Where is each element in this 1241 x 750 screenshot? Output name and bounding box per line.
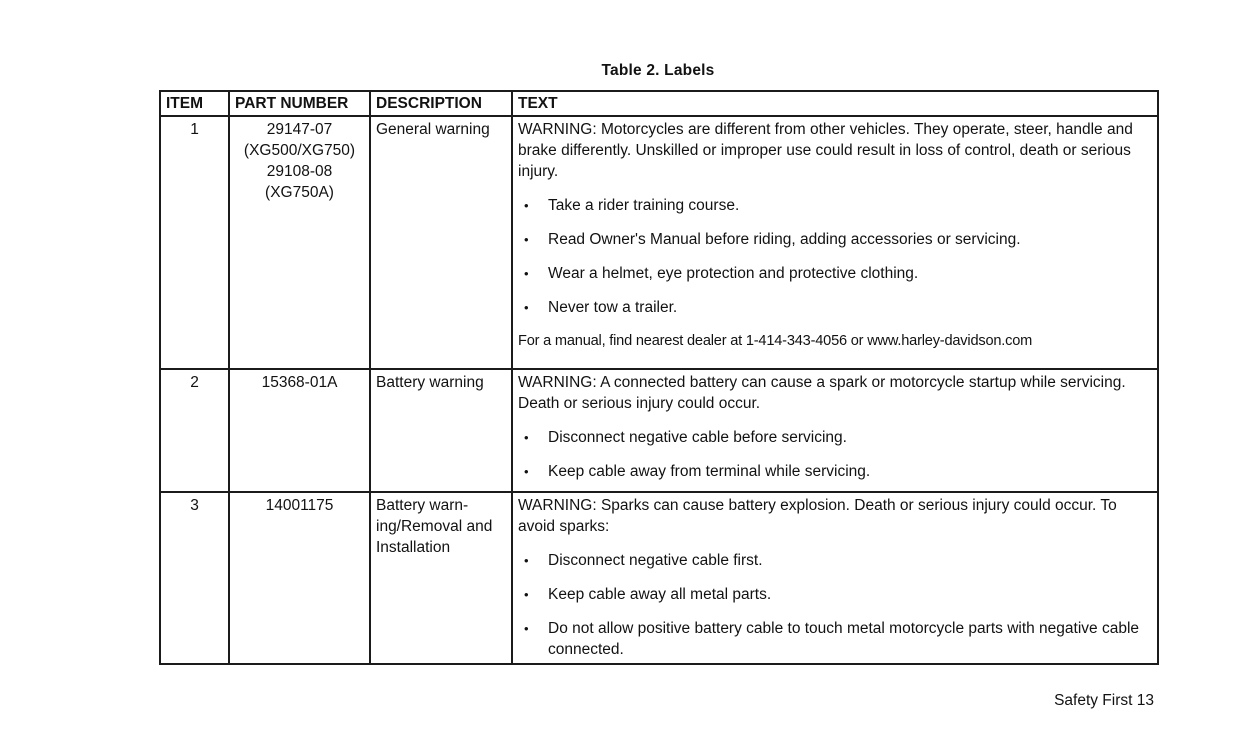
part-number-line: 29147-07 <box>266 121 333 138</box>
labels-table <box>159 90 1159 665</box>
bullet-item <box>518 427 1152 448</box>
bullet-icon: • <box>524 553 529 568</box>
bullet-icon: • <box>524 621 529 636</box>
description-cell <box>370 492 512 664</box>
bullet-text: Do not allow positive battery cable to touch metal motorcycle parts with negative cable connected. <box>548 620 1140 658</box>
text-cell <box>512 116 1158 369</box>
col-header-text: TEXT <box>512 91 1158 116</box>
bullet-text: Read Owner's Manual before riding, adding accessories or servicing. <box>548 231 1021 248</box>
bullet-icon: • <box>524 266 529 281</box>
description-cell: Battery warning <box>370 369 512 492</box>
warning-text: WARNING: Motorcycles are different from other vehicles. They operate, steer, handle and brake differently. Unskilled or improper use could result in loss of control, death or serious injury. <box>518 121 1133 180</box>
description-cell: General warning <box>370 116 512 369</box>
text-cell <box>512 369 1158 492</box>
table-row <box>160 369 1158 492</box>
bullet-text: Disconnect negative cable before servicing. <box>548 429 847 446</box>
bullet-text: Take a rider training course. <box>548 197 740 214</box>
manual-note: For a manual, find nearest dealer at 1-414-343-4056 or www.harley-davidson.com <box>518 333 1033 349</box>
item-cell: 1 <box>160 116 229 369</box>
bullet-icon: • <box>524 587 529 602</box>
part-number-line: 29108-08 <box>266 163 333 180</box>
warning-text: WARNING: A connected battery can cause a spark or motorcycle startup while servicing. Death or serious injury could occur. <box>518 374 1126 412</box>
bullet-item <box>518 297 1152 318</box>
table-row <box>160 492 1158 664</box>
part-number-line: 14001175 <box>265 497 334 514</box>
text-cell <box>512 492 1158 664</box>
bullet-text: Keep cable away from terminal while servicing. <box>548 463 871 480</box>
bullet-icon: • <box>524 464 529 479</box>
bullet-item <box>518 584 1152 605</box>
part-number-line: (XG500/XG750) <box>243 142 356 159</box>
part-number-cell <box>229 369 370 492</box>
bullet-text: Disconnect negative cable first. <box>548 552 763 569</box>
bullet-icon: • <box>524 232 529 247</box>
col-header-part-number: PART NUMBER <box>229 91 370 116</box>
description-line: Battery warn- <box>376 497 469 514</box>
page-footer: Safety First 13 <box>1054 692 1154 709</box>
item-cell: 3 <box>160 492 229 664</box>
part-number-line: 15368-01A <box>261 374 338 391</box>
bullet-item <box>518 229 1152 250</box>
warning-text: WARNING: Sparks can cause battery explosion. Death or serious injury could occur. To avoid sparks: <box>518 497 1117 535</box>
table-title: Table 2. Labels <box>601 62 715 79</box>
bullet-text: Wear a helmet, eye protection and protective clothing. <box>548 265 919 282</box>
bullet-text: Keep cable away all metal parts. <box>548 586 772 603</box>
col-header-description: DESCRIPTION <box>370 91 512 116</box>
table-row <box>160 116 1158 369</box>
part-number-cell <box>229 492 370 664</box>
bullet-item <box>518 195 1152 216</box>
bullet-icon: • <box>524 300 529 315</box>
bullet-icon: • <box>524 198 529 213</box>
description-line: ing/Removal and <box>376 518 493 535</box>
bullet-icon: • <box>524 430 529 445</box>
bullet-item <box>518 461 1152 482</box>
description-line: Installation <box>376 539 451 556</box>
bullet-item <box>518 618 1152 660</box>
bullet-item <box>518 550 1152 571</box>
bullet-text: Never tow a trailer. <box>548 299 678 316</box>
part-number-line: (XG750A) <box>265 184 334 201</box>
col-header-item: ITEM <box>160 91 229 116</box>
bullet-item <box>518 263 1152 284</box>
part-number-cell <box>229 116 370 369</box>
table-header-row <box>160 91 1158 116</box>
item-cell: 2 <box>160 369 229 492</box>
